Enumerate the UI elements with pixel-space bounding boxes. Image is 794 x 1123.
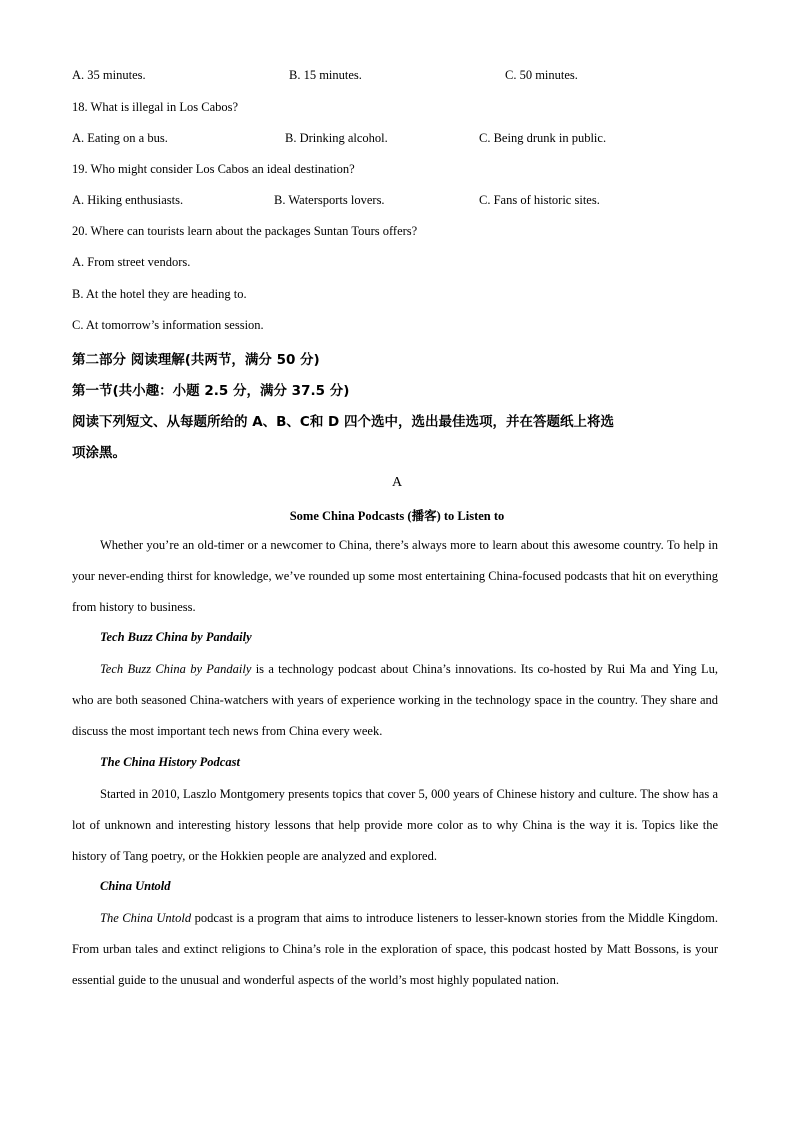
podcast1-paragraph <box>72 654 718 747</box>
podcast1-text: is a technology podcast about China’s innovations. Its co-hosted by Rui Ma and Ying Lu, who are both seasoned China-watchers with years of experience working in the technology space in the country. They share and discuss the most important tech news from China every week. <box>72 662 718 738</box>
podcast3-heading: China Untold <box>100 879 171 893</box>
q19-option-b: B. Watersports lovers. <box>274 193 385 207</box>
section1-heading: 第一节(共小趣：小题 2.5 分，满分 37.5 分) <box>72 383 350 399</box>
q18-option-a: A. Eating on a bus. <box>72 131 168 145</box>
q20-stem: 20. Where can tourists learn about the packages Suntan Tours offers? <box>72 224 418 238</box>
podcast2-paragraph: Started in 2010, Laszlo Montgomery presents topics that cover 5, 000 years of Chinese history and culture. The show has a lot of unknown and interesting history lessons that help provide more color as to why China is the way it is. Topics like the history of Tang poetry, or the Hokkien people are analyzed and explored. <box>72 787 718 863</box>
instructions-line2: 项涂黑。 <box>72 445 126 461</box>
podcast2-heading: The China History Podcast <box>100 755 240 769</box>
q17-option-a: A. 35 minutes. <box>72 68 146 82</box>
q20-option-a: A. From street vendors. <box>72 255 191 269</box>
q19-option-a: A. Hiking enthusiasts. <box>72 193 184 207</box>
passage-title: Some China Podcasts (播客) to Listen to <box>289 509 505 523</box>
q17-option-c: C. 50 minutes. <box>505 68 578 82</box>
podcast3-title-inline: The China Untold <box>100 911 192 925</box>
passage-letter: A <box>391 475 403 490</box>
q20-option-b: B. At the hotel they are heading to. <box>72 287 247 301</box>
podcast3-paragraph <box>72 903 718 996</box>
q18-option-c: C. Being drunk in public. <box>479 131 607 145</box>
podcast1-heading: Tech Buzz China by Pandaily <box>100 630 252 644</box>
podcast1-title-inline: Tech Buzz China by Pandaily <box>100 662 252 676</box>
instructions-line1: 阅读下列短文、从每题所给的 A、B、C和 D 四个选中，选出最佳选项，并在答题纸上将选 <box>72 414 614 430</box>
intro-paragraph: Whether you’re an old-timer or a newcomer to China, there’s always more to learn about this awesome country. To help in your never-ending thirst for knowledge, we’ve rounded up some most entertaining China-focused podcasts that hit on everything from history to business. <box>72 538 718 614</box>
q20-option-c: C. At tomorrow’s information session. <box>72 318 264 332</box>
part2-heading: 第二部分 阅读理解(共两节，满分 50 分) <box>72 352 320 368</box>
podcast3-text: podcast is a program that aims to introduce listeners to lesser-known stories from the Middle Kingdom. From urban tales and extinct religions to China’s role in the exploration of space, this podcast hosted by Matt Bossons, is your essential guide to the unusual and wonderful aspects of the world’s most highly populated nation. <box>72 911 718 987</box>
q17-option-b: B. 15 minutes. <box>289 68 362 82</box>
q18-option-b: B. Drinking alcohol. <box>285 131 388 145</box>
q19-option-c: C. Fans of historic sites. <box>479 193 600 207</box>
q19-stem: 19. Who might consider Los Cabos an ideal destination? <box>72 162 355 176</box>
q18-stem: 18. What is illegal in Los Cabos? <box>72 100 239 114</box>
